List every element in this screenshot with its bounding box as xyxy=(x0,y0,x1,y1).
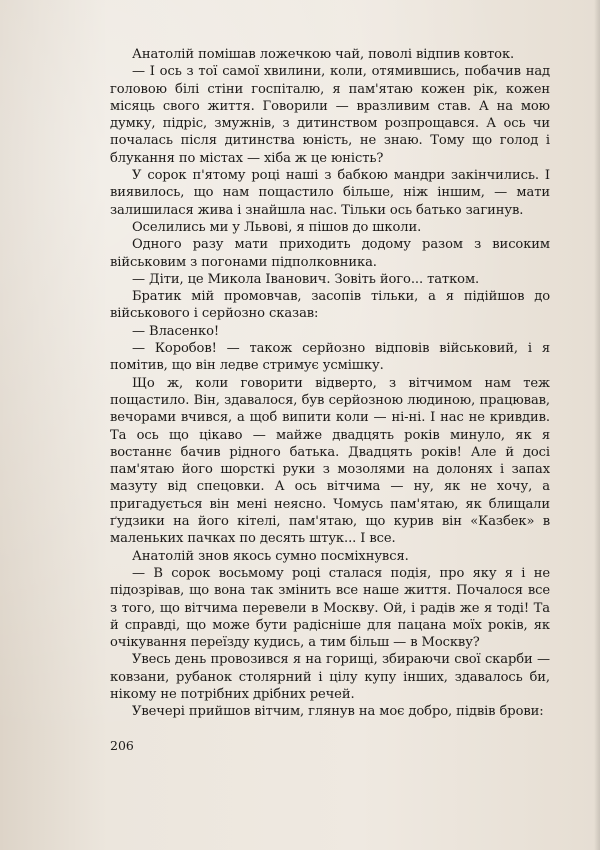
paragraph: Оселились ми у Львові, я пішов до школи. xyxy=(132,219,422,235)
paragraph: Що ж, коли говорити відверто, з вітчимом нам теж пощастило. Він, здавалося, був серйозною людиною, працював, вечорами вчився, а щоб випити коли — ні-ні. І нас не кривдив. Та ось що цікаво — майже двадцять років минуло, як я востаннє бачив рідного батька. Двадцять років! Але й досі пам'ятаю його шорсткі руки з мозолями на долонях і запах мазуту від спецовки. А ось вітчима — ну, як не хочу, а пригадується він мені неясно. Чомусь пам'ятаю, як блищали ґудзики на його кітелі, пам'ятаю, що курив він «Казбек» в маленьких пачках по десять штук... І все. xyxy=(110,375,550,547)
paragraph: — І ось з тої самої хвилини, коли, отямившись, побачив над головою білі стіни госпіталю, я пам'ятаю кожен рік, кожен місяць свого життя. Говорили — вразливим став. А на мою думку, підріс, змужнів, з дитинством розпрощався. А ось чи почалась після дитинства юність, не знаю. Тому що голод і блукання по містах — хіба ж це юність? xyxy=(110,64,550,166)
page-edge-shadow xyxy=(594,0,600,850)
paragraph: Одного разу мати приходить додому разом з високим військовим з погонами підполковника. xyxy=(110,237,550,270)
paragraph: Увесь день провозився я на горищі, збираючи свої скарби — ковзани, рубанок столярний і цілу купу інших, здавалось би, нікому не потрібних дрібних речей. xyxy=(110,652,550,702)
paragraph: Братик мій промовчав, засопів тільки, а я підійшов до військового і серйозно сказав: xyxy=(110,289,550,322)
paragraph: Увечері прийшов вітчим, глянув на моє добро, підвів брови: xyxy=(132,704,544,720)
paragraph: У сорок п'ятому році наші з бабкою мандри закінчились. І виявилось, що нам пощастило більше, ніж іншим, — мати залишилася жива і знайшла нас. Тільки ось батько загинув. xyxy=(110,168,550,218)
paragraph: Анатолій знов якось сумно посміхнувся. xyxy=(132,548,409,564)
page-number: 206 xyxy=(110,738,134,753)
paragraph: — В сорок восьмому році сталася подія, про яку я і не підозрівав, що вона так змінить все наше життя. Почалося все з того, що вітчима перевели в Москву. Ой, і радів же я тоді! Та й справді, що може бути радісніше для пацана моїх років, як очікування переїзду кудись, а тим більш — в Москву? xyxy=(110,565,550,651)
paragraph: — Коробов! — також серйозно відповів військовий, і я помітив, що він ледве стримує усмішку. xyxy=(110,341,550,374)
paragraph: Анатолій помішав ложечкою чай, поволі відпив ковток. xyxy=(132,47,515,62)
paragraph: — Власенко! xyxy=(132,323,220,339)
paragraph: — Діти, це Микола Іванович. Зовіть його... татком. xyxy=(132,271,480,287)
page-text xyxy=(110,46,550,721)
